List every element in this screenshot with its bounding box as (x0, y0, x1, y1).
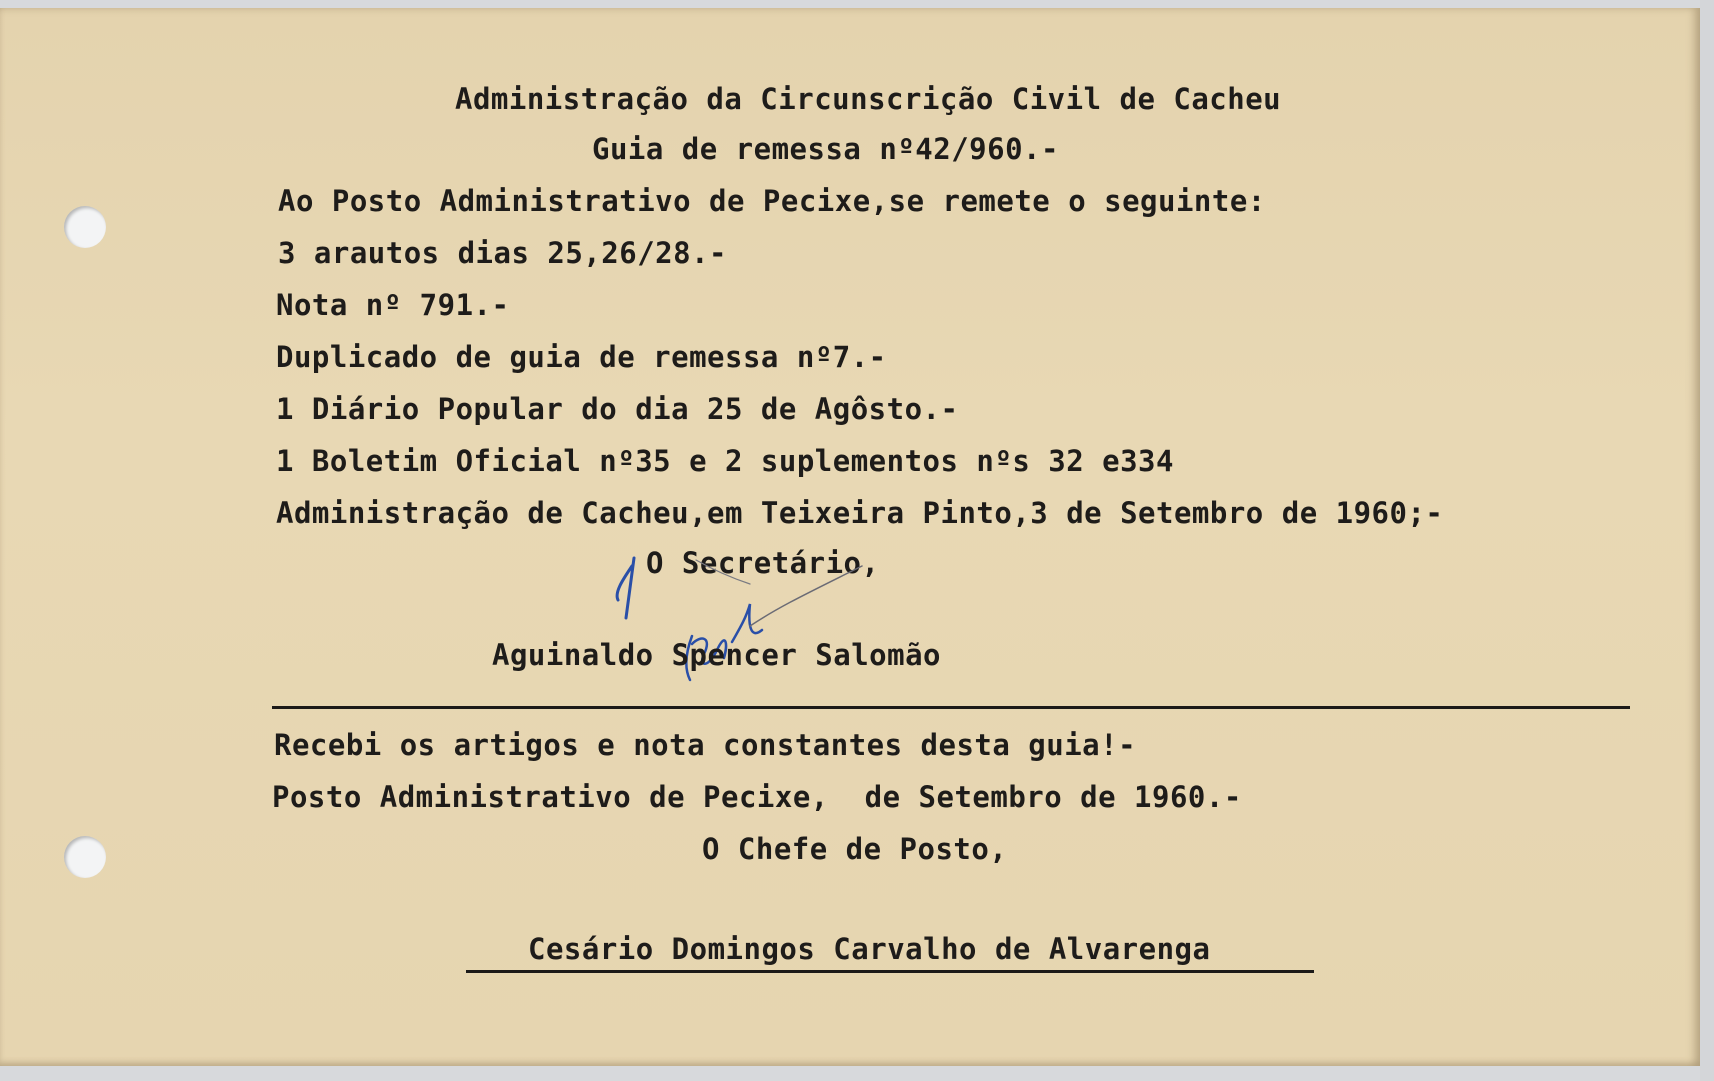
intro-line: Ao Posto Administrativo de Pecixe,se remete o seguinte: (278, 184, 1266, 218)
punch-hole-bottom (64, 836, 106, 878)
list-item: 1 Diário Popular do dia 25 de Agôsto.- (276, 392, 959, 426)
chief-title: O Chefe de Posto, (702, 832, 1008, 866)
place-date-line: Administração de Cacheu,em Teixeira Pinto,3 de Setembro de 1960;- (276, 496, 1444, 530)
receipt-line: Recebi os artigos e nota constantes desta guia!- (274, 728, 1137, 762)
scan-border (1700, 0, 1714, 1081)
secretary-name: Aguinaldo Spencer Salomão (492, 638, 941, 672)
receipt-place-date: Posto Administrativo de Pecixe, de Setembro de 1960.- (272, 780, 1242, 814)
signature-rule-chief (466, 970, 1314, 973)
chief-name: Cesário Domingos Carvalho de Alvarenga (528, 932, 1211, 966)
secretary-title: O Secretário, (646, 546, 880, 580)
document-header: Administração da Circunscrição Civil de Cacheu (455, 82, 1282, 116)
document-sheet (0, 8, 1700, 1066)
guide-title: Guia de remessa nº42/960.- (592, 132, 1059, 166)
signature-rule-secretary (272, 706, 1630, 709)
list-item: Nota nº 791.- (276, 288, 510, 322)
list-item: Duplicado de guia de remessa nº7.- (276, 340, 887, 374)
handwritten-signature-secretary (600, 548, 890, 698)
punch-hole-top (64, 206, 106, 248)
list-item: 3 arautos dias 25,26/28.- (278, 236, 727, 270)
list-item: 1 Boletim Oficial nº35 e 2 suplementos nºs 32 e334 (276, 444, 1174, 478)
